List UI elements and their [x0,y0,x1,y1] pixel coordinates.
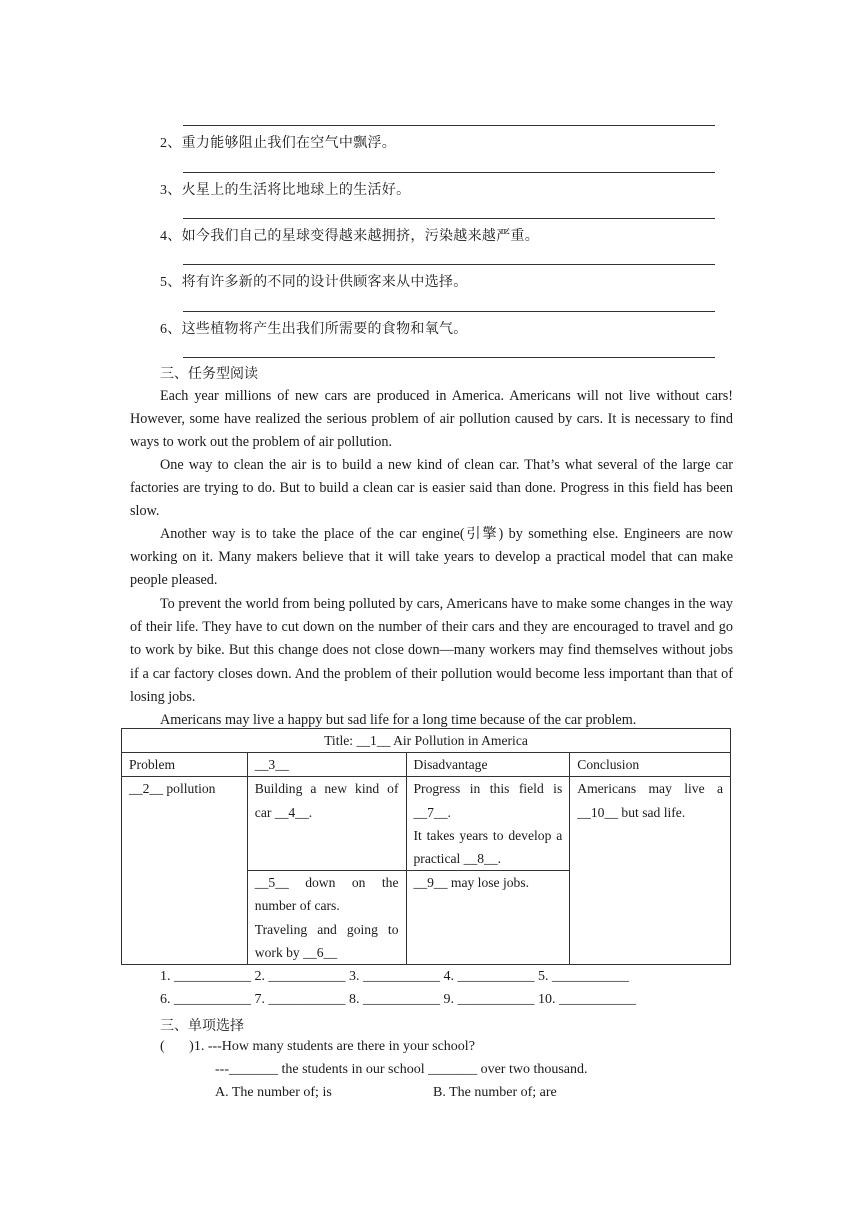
translation-item-3: 3、火星上的生活将比地球上的生活好。 [160,183,411,198]
reading-heading: 三、任务型阅读 [160,367,258,382]
reading-paragraph-3: Another way is to take the place of the car engine(引擎) by something else. Engineers are now working on it. Many makers believe that it will take years to develop a practical model that can make people pleased. [130,526,733,589]
cell-disadvantage-1 [406,777,570,871]
cell-disadvantage-2: __9__ may lose jobs. [406,871,570,965]
reading-paragraph-4: To prevent the world from being polluted by cars, Americans have to make some changes in the way of their life. They have to cut down on the number of their cars and they are encouraged to travel and go to work by bike. But this change does not close down—many workers may find themselves without jobs if a car factory closes down. And the problem of their pollution would become less important than that of losing jobs. [130,596,733,705]
table-title: Title: __1__ Air Pollution in America [122,729,731,753]
option-b: B. The number of; are [433,1085,557,1100]
answer-blanks-row-1: 1. ___________ 2. ___________ 3. ___________ 4. ___________ 5. ___________ [160,969,629,984]
summary-table [121,728,731,965]
cell-way-2 [247,871,406,965]
cell-problem: __2__ pollution [122,777,248,965]
reading-paragraph-5: Americans may live a happy but sad life for a long time because of the car problem. [160,712,637,728]
header-problem: Problem [122,753,248,777]
choice-heading: 三、单项选择 [160,1019,244,1034]
cell-way-1: Building a new kind of car __4__. [247,777,406,871]
reading-paragraph-1: Each year millions of new cars are produced in America. Americans will not live without cars! However, some have realized the serious problem of air pollution caused by cars. It is necessary to find ways to work out the problem of air pollution. [130,388,733,451]
answer-line-1 [183,125,715,126]
reading-paragraph-2: One way to clean the air is to build a new kind of clean car. That’s what several of the large car factories are trying to do. But to build a clean car is easier said than done. Progress in this field has been slow. [130,457,733,520]
disadvantage-years: It takes years to develop a practical __8__. [413,827,563,867]
question-1-sentence: ---_______ the students in our school _______ over two thousand. [215,1062,588,1077]
cell-conclusion: Americans may live a __10__ but sad life. [570,777,731,965]
header-blank-3: __3__ [247,753,406,777]
question-1: ( )1. ---How many students are there in your school? [160,1039,475,1054]
header-disadvantage: Disadvantage [406,753,570,777]
option-a: A. The number of; is [215,1085,332,1100]
way-2-cut-down: __5__ down on the number of cars. [254,875,399,914]
translation-item-4: 4、如今我们自己的星球变得越来越拥挤，污染越来越严重。 [160,229,540,244]
translation-item-5: 5、将有许多新的不同的设计供顾客来从中选择。 [160,275,468,290]
header-conclusion: Conclusion [570,753,731,777]
translation-item-6: 6、这些植物将产生出我们所需要的食物和氧气。 [160,322,468,337]
translation-item-2: 2、重力能够阻止我们在空气中飘浮。 [160,136,397,151]
answer-blanks-row-2: 6. ___________ 7. ___________ 8. ___________ 9. ___________ 10. ___________ [160,992,636,1007]
answer-line-6 [183,357,715,358]
answer-line-5 [183,311,715,312]
answer-line-2 [183,172,715,173]
answer-line-3 [183,218,715,219]
way-2-travel: Traveling and going to work by __6__ [254,921,399,960]
disadvantage-progress: Progress in this field is __7__. [413,781,563,820]
answer-line-4 [183,264,715,265]
